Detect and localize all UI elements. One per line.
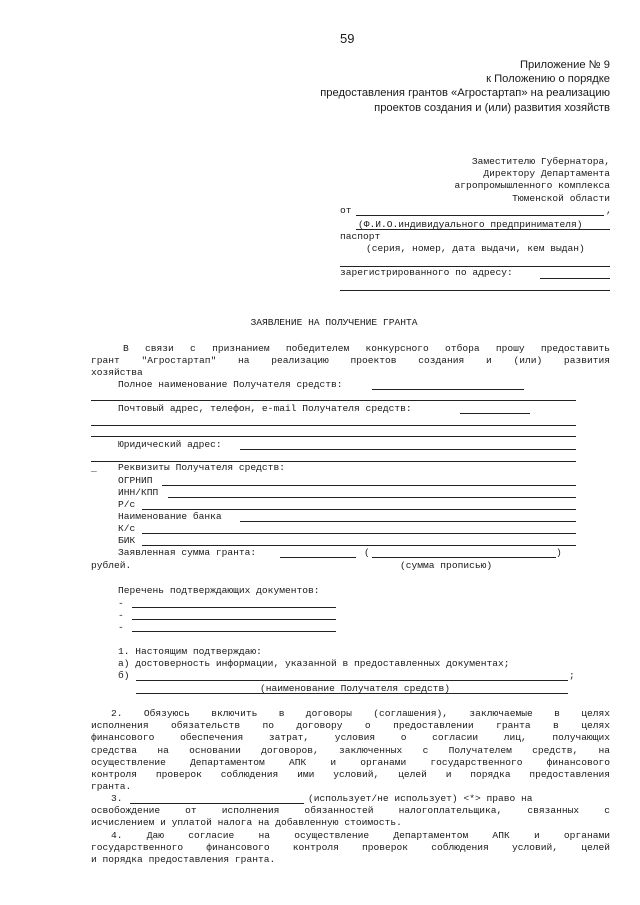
appendix-line-3: предоставления грантов «Агростартап» на реализацию	[320, 87, 610, 100]
confirm-b-hint: (наименование Получателя средств)	[260, 683, 450, 694]
documents-fill-line-3[interactable]	[132, 631, 336, 632]
inn-label: ИНН/КПП	[118, 487, 159, 498]
ogrnip-label: ОГРНИП	[118, 475, 153, 486]
rs-label: Р/с	[118, 499, 136, 510]
confirm-b-fill-line[interactable]	[136, 680, 568, 681]
ks-label: К/с	[118, 523, 136, 534]
confirm-a: а) достоверность информации, указанной в предоставленных документах;	[118, 658, 510, 669]
full-name-label: Полное наименование Получателя средств:	[118, 379, 343, 390]
amount-fill-line[interactable]	[280, 557, 356, 558]
confirm-b-hint-line	[136, 693, 568, 694]
appendix-line-2: к Положению о порядке	[486, 73, 610, 86]
addressee-line-3: агропромышленного комплекса	[454, 180, 610, 192]
bank-fill-line[interactable]	[240, 521, 576, 522]
requisites-label: Реквизиты Получателя средств:	[118, 462, 285, 473]
legal-address-label: Юридический адрес:	[118, 439, 222, 450]
item-2-line-1: 2. Обязуюсь включить в договоры (соглашения), заключаемые в целях	[111, 708, 610, 719]
document-title: ЗАЯВЛЕНИЕ НА ПОЛУЧЕНИЕ ГРАНТА	[250, 317, 418, 328]
item-3-rest: (использует/не использует) <*> право на	[308, 793, 533, 804]
full-name-fill-line-2[interactable]	[91, 400, 576, 401]
from-label: от	[340, 205, 352, 216]
from-fill-line[interactable]	[356, 215, 604, 216]
appendix-line-4: проектов создания и (или) развития хозяйств	[374, 101, 610, 114]
from-comma: ,	[606, 205, 612, 216]
appendix-line-1: Приложение № 9	[519, 59, 610, 71]
rubles-label: рублей.	[91, 560, 132, 571]
addressee-line-4: Тюменской области	[512, 192, 610, 204]
documents-dash-3: -	[118, 622, 124, 633]
amount-paren-close: )	[556, 547, 562, 558]
confirm-heading: 1. Настоящим подтверждаю:	[118, 646, 262, 657]
confirm-b-end: ;	[569, 670, 575, 681]
item-4-line-1: 4. Даю согласие на осуществление Департаментом АПК и органами	[111, 830, 610, 841]
bik-fill-line[interactable]	[142, 545, 576, 546]
intro-line-3: хозяйства	[91, 367, 143, 379]
registered-label: зарегистрированного по адресу:	[340, 267, 513, 278]
item-2-line-5: осуществление Департаментом АПК и органами государственного финансового	[91, 756, 610, 768]
intro-line-2: грант "Агростартап" на реализацию проектов создания и (или) развития	[91, 355, 610, 367]
full-name-fill-line[interactable]	[372, 389, 524, 390]
item-4-line-3: и порядка предоставления гранта.	[91, 854, 276, 866]
item-4-line-2: государственного финансового контроля проверок соблюдения условий, целей	[91, 842, 610, 854]
passport-hint: (серия, номер, дата выдачи, кем выдан)	[366, 243, 585, 254]
documents-fill-line-1[interactable]	[132, 607, 336, 608]
ks-fill-line[interactable]	[142, 533, 576, 534]
postal-fill-line-3[interactable]	[91, 436, 576, 437]
legal-address-fill-line[interactable]	[240, 449, 576, 450]
postal-label: Почтовый адрес, телефон, e-mail Получателя средств:	[118, 403, 412, 414]
item-2-line-6: контроля проверок соблюдения ими условий, целей и порядка предоставления	[91, 769, 610, 781]
ogrnip-fill-line[interactable]	[162, 485, 576, 486]
intro-line-1: В связи с признанием победителем конкурсного отбора прошу предоставить	[123, 343, 610, 354]
bank-label: Наименование банка	[118, 511, 222, 522]
item-2-paragraph	[91, 708, 610, 793]
from-hint: (Ф.И.О.индивидуального предпринимателя)	[358, 219, 583, 230]
registered-fill-line-2[interactable]	[340, 290, 610, 291]
bik-label: БИК	[118, 535, 136, 546]
addressee-line-2: Директору Департамента	[483, 168, 610, 180]
confirm-b: б)	[118, 670, 130, 681]
registered-fill-line[interactable]	[540, 278, 610, 279]
requisites-dash: _	[91, 463, 97, 474]
item-3-fill-line[interactable]	[130, 803, 304, 804]
item-2-line-2: исполнения обязательств по договору о предоставлении гранта в целях	[91, 720, 610, 732]
documents-dash-1: -	[118, 598, 124, 609]
item-2-line-7: гранта.	[91, 781, 132, 793]
passport-label: паспорт	[340, 231, 381, 242]
item-4-paragraph	[91, 830, 610, 867]
inn-fill-line[interactable]	[168, 497, 576, 498]
documents-label: Перечень подтверждающих документов:	[118, 585, 320, 596]
from-hint-line	[356, 229, 610, 230]
item-3-number: 3.	[111, 793, 123, 804]
page-number: 59	[340, 31, 355, 46]
item-2-line-3: финансового обеспечения затрат, условия о согласии лиц, получающих	[91, 732, 610, 744]
item-3-line-2: освобождение от исполнения обязанностей налогоплательщика, связанных с	[91, 805, 610, 816]
documents-fill-line-2[interactable]	[132, 619, 336, 620]
appendix-header	[320, 58, 610, 115]
documents-dash-2: -	[118, 610, 124, 621]
item-3-paragraph	[91, 805, 610, 829]
addressee-block	[455, 156, 610, 205]
postal-fill-line[interactable]	[460, 413, 530, 414]
item-3-line-3: исчислением и уплатой налога на добавленную стоимость.	[91, 817, 402, 829]
amount-hint: (сумма прописью)	[400, 560, 493, 571]
postal-fill-line-2[interactable]	[91, 425, 576, 426]
addressee-line-1: Заместителю Губернатора,	[471, 156, 610, 167]
amount-words-fill-line[interactable]	[372, 557, 556, 558]
amount-label: Заявленная сумма гранта:	[118, 547, 257, 558]
item-2-line-4: средства на основании договоров, заключенных с Получателем средств, на	[91, 744, 610, 756]
intro-paragraph	[91, 343, 610, 380]
rs-fill-line[interactable]	[142, 509, 576, 510]
amount-paren-open: (	[364, 547, 370, 558]
